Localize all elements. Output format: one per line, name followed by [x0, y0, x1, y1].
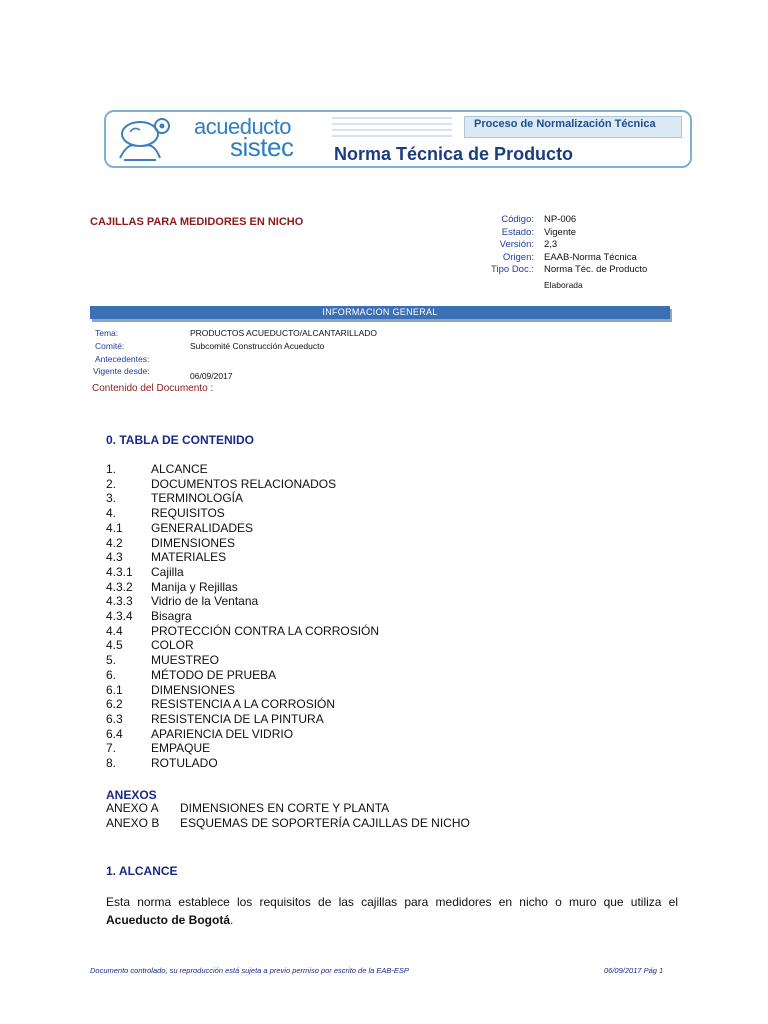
meta-label: Código:: [501, 214, 534, 225]
toc-num: 4.1: [106, 520, 123, 535]
meta-label: Estado:: [501, 226, 534, 238]
meta-row-estado: [470, 227, 647, 240]
meta-label: Versión:: [499, 239, 534, 250]
toc-text: GENERALIDADES: [151, 520, 254, 535]
toc-text: COLOR: [151, 638, 194, 653]
anexos-title: ANEXOS: [106, 788, 157, 802]
document-title: CAJILLAS PARA MEDIDORES EN NICHO: [90, 216, 304, 228]
toc-text: Manija y Rejillas: [151, 579, 238, 594]
comite-label: Comité:: [95, 341, 125, 351]
toc-item: [106, 477, 379, 492]
toc-num: 6.2: [106, 697, 123, 712]
section-1-title: 1. ALCANCE: [106, 864, 178, 878]
toc-num: 6.: [106, 667, 117, 682]
toc-text: RESISTENCIA DE LA PINTURA: [151, 711, 324, 726]
toc-text: APARIENCIA DEL VIDRIO: [151, 726, 294, 741]
toc-text: MÉTODO DE PRUEBA: [151, 667, 277, 682]
contenido-label: Contenido del Documento :: [92, 383, 214, 394]
toc-num: 6.4: [106, 726, 123, 741]
toc-text: EMPAQUE: [151, 741, 211, 756]
meta-value: NP-006: [544, 214, 577, 225]
anexo-text: DIMENSIONES EN CORTE Y PLANTA: [180, 801, 390, 815]
toc-item: [106, 609, 379, 624]
toc-item: [106, 462, 379, 477]
anexo-item: [106, 816, 470, 831]
footer-page-info: 06/09/2017 Pág 1: [604, 966, 664, 975]
anexo-item: [106, 801, 470, 816]
toc-text: ALCANCE: [151, 462, 208, 476]
section-1-text: Esta norma establece los requisitos de las cajillas para medidores en nicho o muro que utiliza el: [106, 895, 678, 909]
vigente-value: 06/09/2017: [190, 371, 233, 381]
toc-item: [106, 727, 379, 742]
toc-item: [106, 741, 379, 756]
anexo-num: ANEXO B: [106, 816, 160, 830]
brand-sistec: sistec: [230, 132, 294, 162]
toc-num: 8.: [106, 756, 117, 771]
toc-text: DOCUMENTOS RELACIONADOS: [151, 476, 337, 491]
toc-list: [106, 462, 379, 771]
toc-num: 4.3.4: [106, 609, 133, 624]
meta-row-elaborada: [470, 279, 647, 292]
toc-num: 6.3: [106, 711, 123, 726]
anexo-num: ANEXO A: [106, 801, 159, 815]
toc-text: Bisagra: [151, 609, 192, 624]
toc-num: 4.3.3: [106, 594, 133, 609]
toc-text: ROTULADO: [151, 756, 218, 771]
meta-label: Tipo Doc.:: [491, 264, 534, 275]
anexos-list: [106, 801, 470, 831]
vigente-label: Vigente desde:: [93, 366, 150, 376]
meta-value: Vigente: [544, 226, 577, 238]
antecedentes-label: Antecedentes:: [95, 354, 150, 364]
meta-label: [470, 279, 544, 292]
toc-text: DIMENSIONES: [151, 535, 236, 550]
meta-value: EAAB-Norma Técnica: [544, 251, 637, 263]
toc-text: DIMENSIONES: [151, 682, 236, 697]
meta-row-codigo: [470, 214, 647, 227]
metadata-block: [470, 214, 647, 291]
norma-title: Norma Técnica de Producto: [334, 144, 574, 164]
brand-acueducto: acueducto: [194, 114, 292, 139]
toc-text: PROTECCIÓN CONTRA LA CORROSIÓN: [151, 623, 380, 638]
toc-num: 6.1: [106, 682, 123, 697]
meta-row-version: [470, 239, 647, 252]
toc-item: [106, 491, 379, 506]
toc-item: [106, 653, 379, 668]
toc-text: Cajilla: [151, 564, 184, 579]
section-1-body: [106, 893, 678, 929]
toc-num: 1.: [106, 462, 117, 476]
toc-num: 4.4: [106, 623, 123, 638]
meta-value: Elaborada: [544, 279, 583, 290]
toc-num: 4.5: [106, 638, 123, 653]
toc-item: [106, 536, 379, 551]
toc-item: [106, 521, 379, 536]
toc-num: 5.: [106, 653, 117, 668]
toc-item: [106, 624, 379, 639]
toc-text: Vidrio de la Ventana: [151, 594, 259, 609]
anexo-text: ESQUEMAS DE SOPORTERÍA CAJILLAS DE NICHO: [180, 816, 470, 830]
toc-item: [106, 638, 379, 653]
toc-item: [106, 565, 379, 580]
toc-title: 0. TABLA DE CONTENIDO: [106, 433, 255, 447]
toc-item: [106, 668, 379, 683]
process-label: Proceso de Normalización Técnica: [474, 118, 656, 130]
toc-num: 4.: [106, 506, 117, 521]
section-1-suffix: .: [230, 913, 234, 927]
decorative-lines: [332, 114, 462, 140]
comite-value: Subcomité Construcción Acueducto: [190, 341, 325, 351]
toc-item: [106, 506, 379, 521]
toc-num: 4.3.2: [106, 579, 133, 594]
section-1-bold: Acueducto de Bogotá: [106, 913, 231, 927]
toc-item: [106, 550, 379, 565]
toc-item: [106, 756, 379, 771]
meta-row-origen: [470, 252, 647, 265]
meta-label: Origen:: [502, 251, 534, 263]
meta-row-tipo-doc: [470, 264, 647, 277]
toc-num: 2.: [106, 476, 117, 491]
frog-logo-icon: [110, 112, 190, 164]
toc-num: 4.3.1: [106, 564, 133, 579]
toc-text: MUESTREO: [151, 653, 220, 668]
footer-disclaimer: Documento controlado, su reproducción está sujeta a previo permiso por escrito de la EAB-ESP: [90, 966, 409, 975]
meta-value: 2,3: [544, 239, 558, 250]
header-banner: [104, 110, 694, 168]
toc-text: TERMINOLOGÍA: [151, 491, 244, 506]
toc-num: 7.: [106, 741, 117, 756]
toc-item: [106, 580, 379, 595]
info-general-bar: INFORMACION GENERAL: [90, 306, 670, 319]
toc-text: REQUISITOS: [151, 506, 225, 521]
toc-item: [106, 594, 379, 609]
toc-item: [106, 697, 379, 712]
tema-label: Tema:: [95, 328, 119, 338]
toc-item: [106, 683, 379, 698]
tema-value: PRODUCTOS ACUEDUCTO/ALCANTARILLADO: [190, 328, 378, 338]
toc-text: MATERIALES: [151, 550, 227, 565]
toc-item: [106, 712, 379, 727]
toc-num: 4.3: [106, 550, 123, 565]
toc-num: 3.: [106, 491, 117, 506]
toc-num: 4.2: [106, 535, 123, 550]
toc-text: RESISTENCIA A LA CORROSIÓN: [151, 697, 336, 712]
meta-value: Norma Téc. de Producto: [544, 264, 648, 275]
